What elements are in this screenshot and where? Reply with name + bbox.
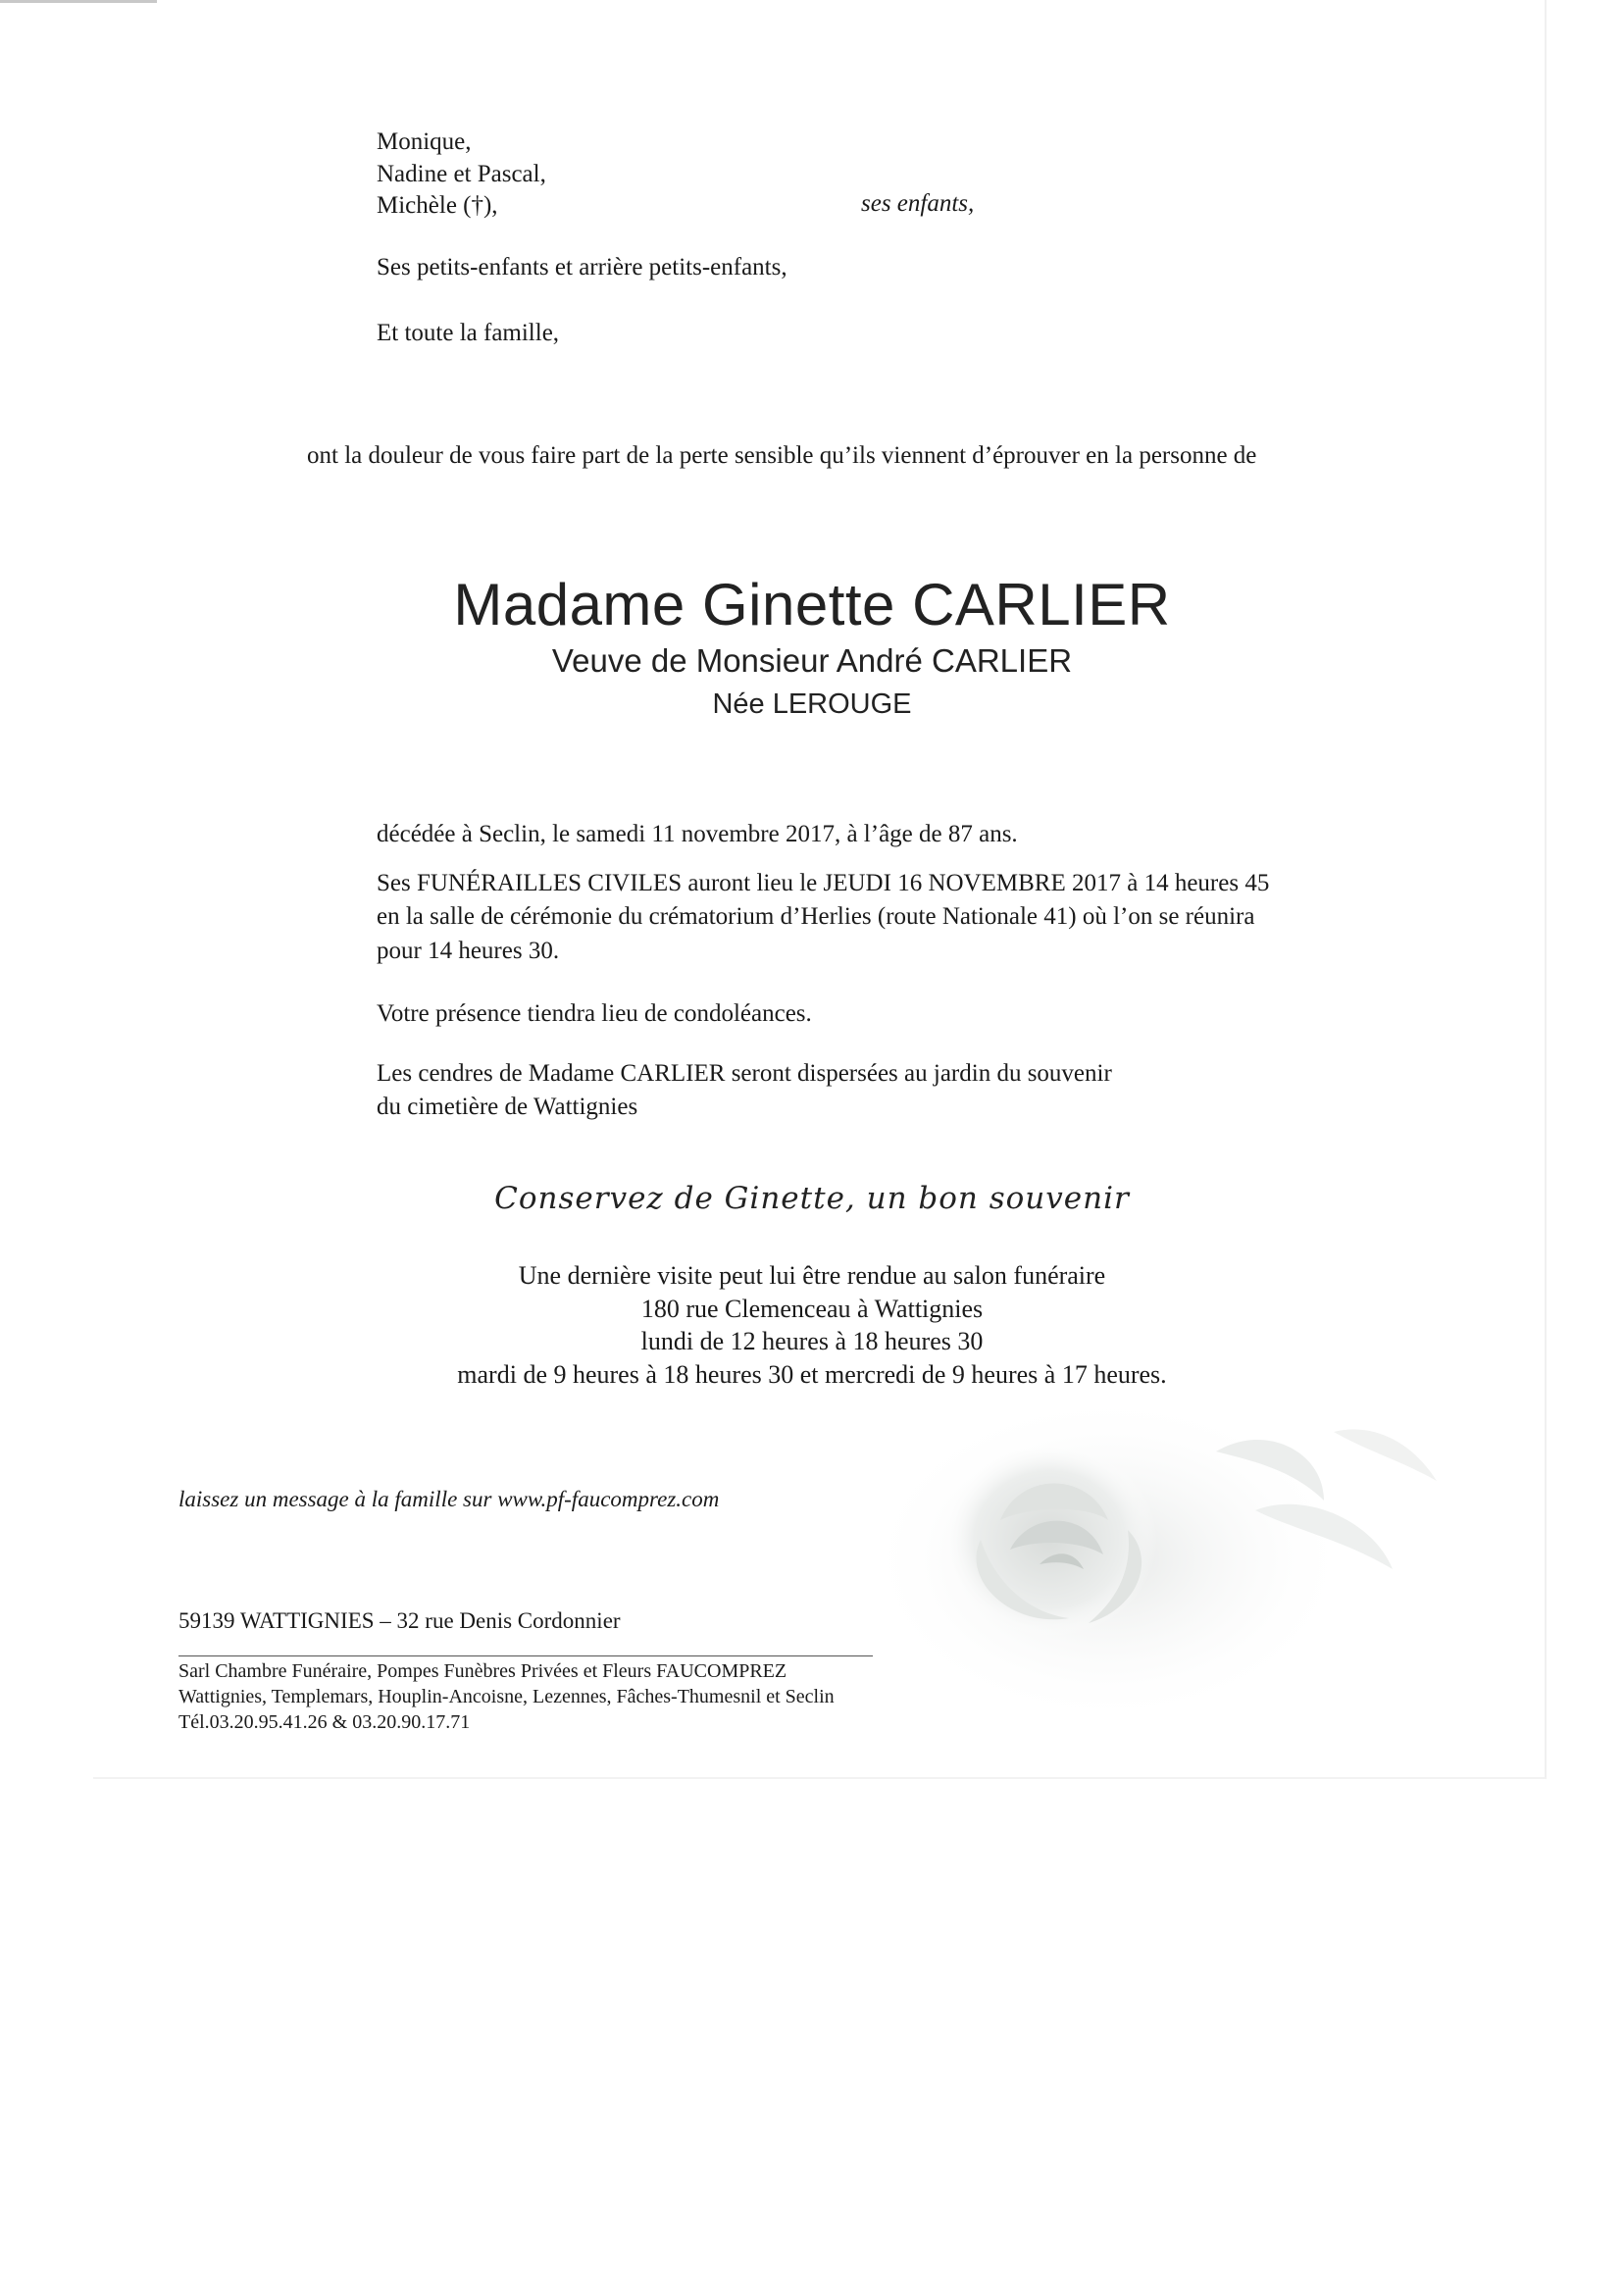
family-member: Monique, (377, 128, 472, 155)
footer-towns: Wattignies, Templemars, Houplin-Ancoisne, Lezennes, Fâches-Thumesnil et Seclin (178, 1686, 835, 1707)
footer-phones: Tél.03.20.95.41.26 & 03.20.90.17.71 (178, 1711, 471, 1733)
visit-line: 180 rue Clemenceau à Wattignies (640, 1295, 984, 1323)
family-member: Nadine et Pascal, (377, 161, 546, 187)
footer-company: Sarl Chambre Funéraire, Pompes Funèbres Privées et Fleurs FAUCOMPREZ (178, 1660, 787, 1682)
footer-divider (178, 1655, 873, 1656)
funeral-line: en la salle de cérémonie du crématorium d’Herlies (route Nationale 41) où l’on se réunira (377, 903, 1255, 930)
deceased-name: Madame Ginette CARLIER (453, 572, 1171, 637)
memory-quote: Conservez de Ginette, un bon souvenir (494, 1181, 1130, 1216)
widow-of-line: Veuve de Monsieur André CARLIER (551, 642, 1073, 679)
announcement-line: ont la douleur de vous faire part de la perte sensible qu’ils viennent d’éprouver en la personne de (307, 442, 1257, 469)
visit-line: lundi de 12 heures à 18 heures 30 (640, 1327, 984, 1355)
footer-address: 59139 WATTIGNIES – 32 rue Denis Cordonnier (178, 1608, 621, 1633)
funeral-line: Ses FUNÉRAILLES CIVILES auront lieu le JEUDI 16 NOVEMBRE 2017 à 14 heures 45 (377, 870, 1270, 896)
maiden-name-line: Née LEROUGE (712, 688, 912, 720)
visit-line: mardi de 9 heures à 18 heures 30 et mercredi de 9 heures à 17 heures. (457, 1360, 1167, 1389)
grandchildren-line: Ses petits-enfants et arrière petits-enfants, (377, 254, 787, 280)
ashes-line: Les cendres de Madame CARLIER seront dispersées au jardin du souvenir (377, 1060, 1112, 1087)
message-link[interactable]: laissez un message à la famille sur www.pf-faucomprez.com (178, 1487, 720, 1511)
condolences-line: Votre présence tiendra lieu de condoléances. (377, 1000, 812, 1027)
funeral-line: pour 14 heures 30. (377, 938, 560, 964)
family-line: Et toute la famille, (377, 320, 560, 346)
visit-line: Une dernière visite peut lui être rendue au salon funéraire (518, 1261, 1106, 1290)
family-member: Michèle (†), (377, 192, 498, 219)
ashes-line: du cimetière de Wattignies (377, 1094, 638, 1120)
children-role: ses enfants, (861, 190, 975, 217)
death-line: décédée à Seclin, le samedi 11 novembre 2017, à l’âge de 87 ans. (377, 821, 1018, 847)
